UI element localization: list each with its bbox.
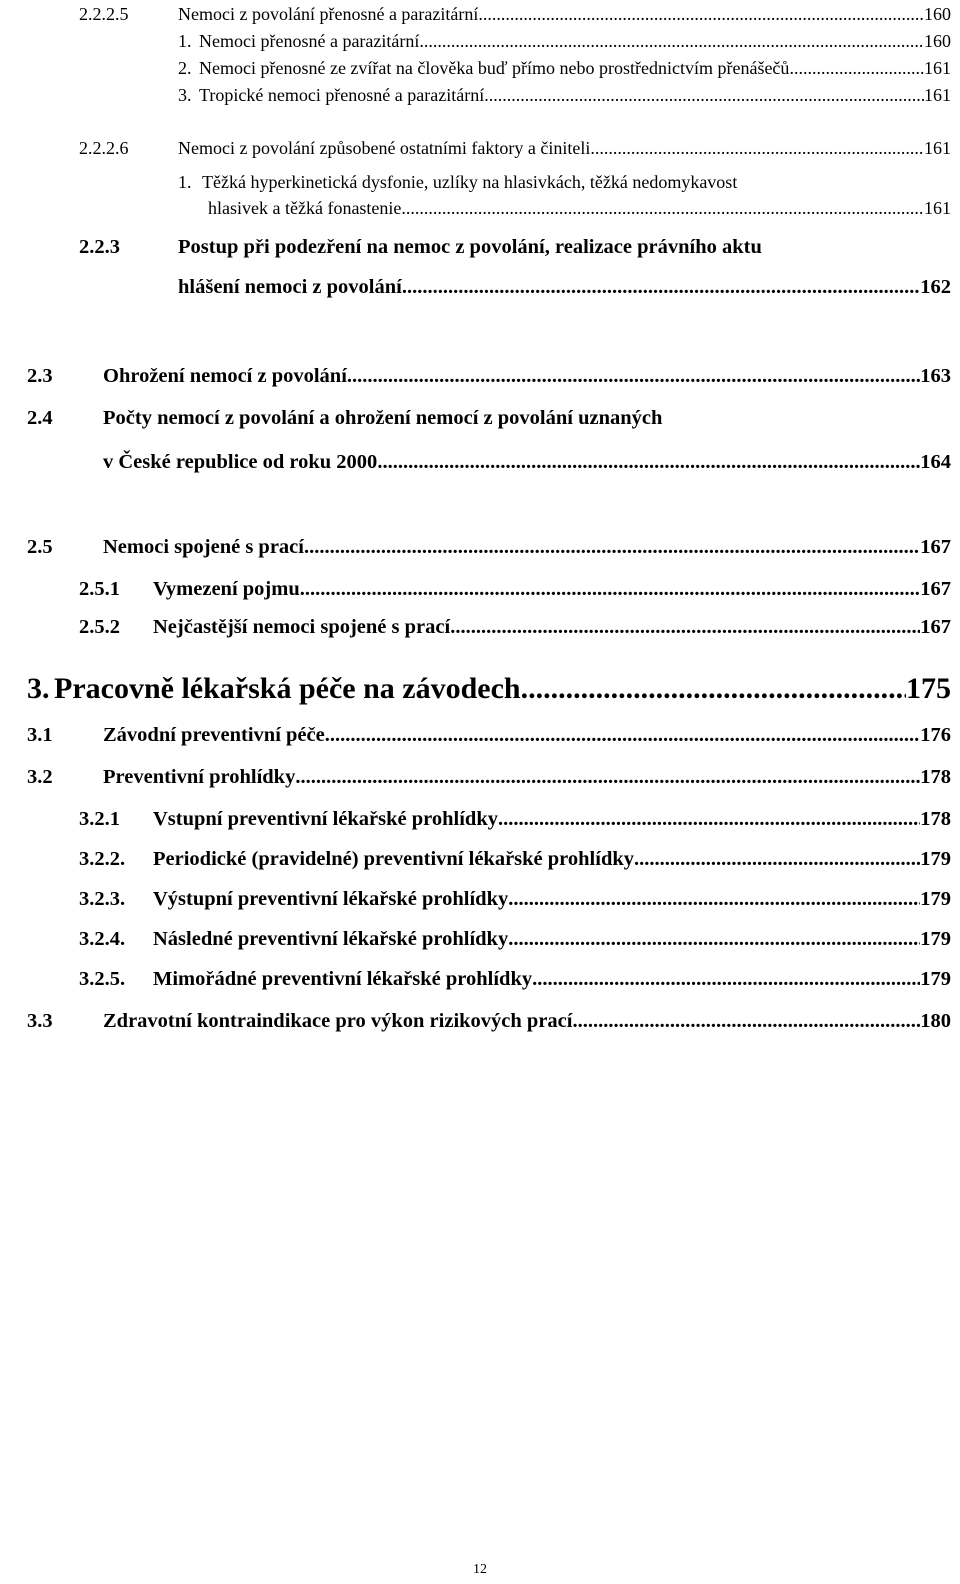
toc-leader (508, 888, 920, 911)
toc-entry-page: 179 (920, 968, 951, 990)
toc-leader (484, 85, 924, 106)
toc-leader (401, 198, 924, 219)
toc-entry-page: 176 (920, 724, 951, 746)
toc-entry-page: 178 (920, 766, 951, 788)
toc-leader (377, 451, 920, 474)
toc-entry-page: 164 (920, 451, 951, 473)
toc-entry-title: Nemoci spojené s prací (103, 536, 304, 558)
toc-entry-title: Nejčastější nemoci spojené s prací (153, 616, 451, 638)
toc-entry-title: Nemoci z povolání způsobené ostatními faktory a činiteli (178, 138, 591, 158)
toc-entry-page: 160 (924, 4, 951, 24)
toc-leader (419, 31, 924, 52)
toc-entry[interactable] (79, 928, 951, 951)
toc-entry-page: 161 (924, 58, 951, 78)
toc-entry-page: 179 (920, 848, 951, 870)
toc-entry-number: 3.2.4. (79, 928, 126, 950)
toc-entry-page: 179 (920, 928, 951, 950)
toc-entry-number: 2.2.3 (79, 236, 120, 258)
toc-entry-page: 163 (920, 365, 951, 387)
toc-entry-number: 3.2.5. (79, 968, 126, 990)
toc-entry-number: 3.2.3. (79, 888, 126, 910)
toc-entry[interactable] (27, 672, 951, 706)
toc-entry[interactable] (79, 616, 951, 639)
toc-entry-page: 175 (906, 672, 951, 705)
toc-entry-line[interactable] (178, 172, 737, 193)
toc-entry-title-cont: hlášení nemoci z povolání (178, 276, 402, 298)
toc-leader (304, 536, 920, 559)
toc-entry[interactable] (79, 888, 951, 911)
toc-entry-number: 2. (178, 58, 192, 78)
toc-entry[interactable] (27, 1010, 951, 1033)
toc-entry[interactable] (27, 365, 951, 388)
toc-entry-title: Pracovně lékařská péče na závodech (54, 672, 521, 705)
toc-entry[interactable] (103, 451, 951, 474)
toc-entry[interactable] (79, 138, 951, 159)
toc-entry-number: 1. (178, 172, 192, 192)
toc-entry-page: 161 (924, 138, 951, 158)
toc-entry-title: Nemoci z povolání přenosné a parazitární (178, 4, 479, 24)
toc-leader (508, 928, 920, 951)
toc-leader (325, 724, 921, 747)
toc-entry-number: 2.2.2.6 (79, 138, 129, 158)
toc-entry-title: Tropické nemoci přenosné a parazitární (199, 85, 485, 105)
toc-entry-number: 3.2 (27, 766, 53, 788)
toc-entry-number: 3.1 (27, 724, 53, 746)
toc-entry-page: 161 (924, 85, 951, 105)
toc-entry-page: 162 (920, 276, 951, 298)
toc-entry-number: 2.5.2 (79, 616, 120, 638)
toc-leader (498, 808, 920, 831)
toc-entry-page: 178 (920, 808, 951, 830)
toc-leader (300, 578, 921, 601)
toc-entry-number: 2.5.1 (79, 578, 120, 600)
toc-entry[interactable] (27, 766, 951, 789)
toc-leader (634, 848, 920, 871)
toc-entry[interactable] (79, 578, 951, 601)
toc-entry-title-cont: hlasivek a těžká fonastenie (208, 198, 402, 218)
toc-entry[interactable] (27, 536, 951, 559)
toc-entry-page: 160 (924, 31, 951, 51)
toc-entry-number: 3.3 (27, 1010, 53, 1032)
toc-entry-title: Nemoci přenosné ze zvířat na člověka buď přímo nebo prostřednictvím přenášečů (199, 58, 790, 78)
toc-entry-title: Ohrožení nemocí z povolání (103, 365, 347, 387)
toc-entry-page: 161 (924, 198, 951, 218)
toc-entry-line[interactable] (79, 236, 762, 259)
toc-entry-title: Mimořádné preventivní lékařské prohlídky (153, 968, 533, 990)
toc-entry-number: 2.5 (27, 536, 53, 558)
toc-leader (590, 138, 924, 159)
toc-entry-title: Zdravotní kontraindikace pro výkon rizikových prací (103, 1010, 573, 1032)
toc-entry[interactable] (178, 58, 951, 79)
toc-entry[interactable] (208, 198, 951, 219)
toc-leader (295, 766, 920, 789)
toc-entry-number: 3.2.2. (79, 848, 126, 870)
toc-leader (478, 4, 924, 25)
toc-entry-number: 1. (178, 31, 192, 51)
toc-entry-page: 167 (920, 616, 951, 638)
toc-entry-title-cont: v České republice od roku 2000 (103, 451, 378, 473)
toc-entry-title: Preventivní prohlídky (103, 766, 296, 788)
toc-entry-title: Vymezení pojmu (153, 578, 300, 600)
toc-leader (789, 58, 924, 79)
toc-entry-title: Nemoci přenosné a parazitární (199, 31, 420, 51)
toc-entry-title: Postup při podezření na nemoc z povolání, realizace právního aktu (178, 236, 762, 258)
toc-entry-title: Výstupní preventivní lékařské prohlídky (153, 888, 509, 910)
toc-entry-number: 2.4 (27, 407, 53, 429)
toc-entry-page: 180 (920, 1010, 951, 1032)
toc-entry-line[interactable] (27, 407, 663, 430)
toc-entry[interactable] (178, 31, 951, 52)
toc-entry-number: 3. (178, 85, 192, 105)
toc-leader (347, 365, 920, 388)
toc-leader (402, 276, 920, 299)
toc-entry[interactable] (27, 724, 951, 747)
toc-entry-page: 179 (920, 888, 951, 910)
toc-leader (521, 672, 906, 706)
toc-entry-title: Vstupní preventivní lékařské prohlídky (153, 808, 498, 830)
toc-entry-title: Následné preventivní lékařské prohlídky (153, 928, 509, 950)
toc-entry-page: 167 (920, 578, 951, 600)
toc-entry-title: Závodní preventivní péče (103, 724, 325, 746)
toc-entry-title: Periodické (pravidelné) preventivní lékařské prohlídky (153, 848, 634, 870)
toc-entry-number: 2.2.2.5 (79, 4, 129, 24)
toc-entry[interactable] (178, 276, 951, 299)
toc-entry[interactable] (79, 968, 951, 991)
toc-entry-title: Těžká hyperkinetická dysfonie, uzlíky na hlasivkách, těžká nedomykavost (202, 172, 738, 192)
toc-entry-number: 3.2.1 (79, 808, 120, 830)
toc-entry-number: 3. (27, 672, 50, 705)
toc-leader (572, 1010, 920, 1033)
toc-entry-title: Počty nemocí z povolání a ohrožení nemocí z povolání uznaných (103, 407, 663, 429)
toc-entry-number: 2.3 (27, 365, 53, 387)
toc-entry[interactable] (79, 808, 951, 831)
toc-entry[interactable] (79, 848, 951, 871)
page-number: 12 (473, 1562, 487, 1577)
toc-entry[interactable] (178, 85, 951, 106)
toc-entry[interactable] (79, 4, 951, 25)
toc-entry-page: 167 (920, 536, 951, 558)
toc-leader (532, 968, 920, 991)
toc-leader (450, 616, 920, 639)
